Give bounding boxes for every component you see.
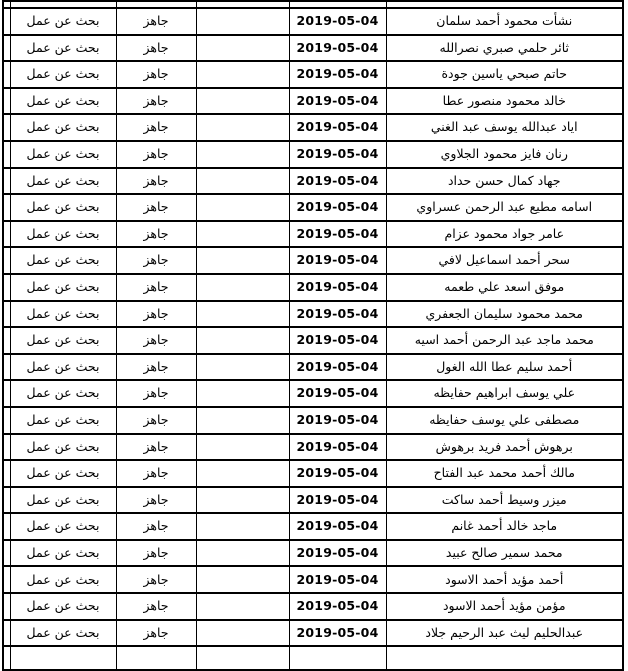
status-cell: جاهز (116, 8, 196, 35)
activity-cell (10, 1, 116, 8)
name-cell: أحمد سليم عطا الله الغول (386, 354, 623, 381)
spacer-cell (3, 354, 10, 381)
name-cell: علي يوسف ابراهيم حفايظه (386, 380, 623, 407)
date-cell: 2019-05-04 (289, 434, 386, 461)
spacer-cell (3, 593, 10, 620)
table-row (3, 221, 623, 248)
status-cell: جاهز (116, 380, 196, 407)
status-cell: جاهز (116, 247, 196, 274)
status-cell: جاهز (116, 327, 196, 354)
activity-cell: بحث عن عمل (10, 566, 116, 593)
date-cell: 2019-05-04 (289, 61, 386, 88)
date-cell: 2019-05-04 (289, 593, 386, 620)
activity-cell: بحث عن عمل (10, 141, 116, 168)
spacer-cell (3, 487, 10, 514)
activity-cell: بحث عن عمل (10, 327, 116, 354)
name-cell: محمد محمود سليمان الجعفري (386, 301, 623, 328)
date-cell: 2019-05-04 (289, 114, 386, 141)
date-cell: 2019-05-04 (289, 301, 386, 328)
name-cell: حاتم صبحي ياسين جودة (386, 61, 623, 88)
name-cell: مؤمن مؤيد أحمد الاسود (386, 593, 623, 620)
date-cell: 2019-05-04 (289, 274, 386, 301)
empty-cell (196, 1, 289, 8)
date-cell: 2019-05-04 (289, 540, 386, 567)
table-row (3, 593, 623, 620)
name-cell: مصطفى علي يوسف حفايظه (386, 407, 623, 434)
table-row (3, 380, 623, 407)
name-cell: عبدالحليم ليث عبد الرحيم جلاد (386, 620, 623, 647)
name-cell: جهاد كمال حسن حداد (386, 168, 623, 195)
spacer-cell (3, 61, 10, 88)
spacer-cell (3, 513, 10, 540)
status-cell: جاهز (116, 274, 196, 301)
name-cell (386, 1, 623, 8)
date-cell: 2019-05-04 (289, 620, 386, 647)
empty-cell (196, 114, 289, 141)
spacer-cell (3, 434, 10, 461)
activity-cell: بحث عن عمل (10, 380, 116, 407)
name-cell: رنان فايز محمود الجلاوي (386, 141, 623, 168)
table-row (3, 513, 623, 540)
status-cell (116, 646, 196, 670)
status-cell: جاهز (116, 434, 196, 461)
activity-cell: بحث عن عمل (10, 407, 116, 434)
date-cell (289, 646, 386, 670)
table-row (3, 8, 623, 35)
name-cell (386, 646, 623, 670)
status-cell: جاهز (116, 566, 196, 593)
date-cell (289, 1, 386, 8)
empty-cell (196, 247, 289, 274)
table-row (3, 566, 623, 593)
activity-cell: بحث عن عمل (10, 354, 116, 381)
status-cell: جاهز (116, 540, 196, 567)
table-row (3, 354, 623, 381)
status-cell: جاهز (116, 88, 196, 115)
date-cell: 2019-05-04 (289, 168, 386, 195)
date-cell: 2019-05-04 (289, 513, 386, 540)
table-row (3, 487, 623, 514)
name-cell: ميزر وسيط أحمد ساكت (386, 487, 623, 514)
empty-cell (196, 168, 289, 195)
spacer-cell (3, 35, 10, 62)
date-cell: 2019-05-04 (289, 35, 386, 62)
table-row (3, 434, 623, 461)
empty-cell (196, 487, 289, 514)
status-cell: جاهز (116, 114, 196, 141)
date-cell: 2019-05-04 (289, 487, 386, 514)
spacer-cell (3, 540, 10, 567)
empty-cell (196, 566, 289, 593)
spacer-cell (3, 88, 10, 115)
status-cell: جاهز (116, 141, 196, 168)
empty-cell (196, 380, 289, 407)
spacer-cell (3, 460, 10, 487)
status-cell: جاهز (116, 354, 196, 381)
spacer-cell (3, 274, 10, 301)
name-cell: سحر أحمد اسماعيل لافي (386, 247, 623, 274)
activity-cell: بحث عن عمل (10, 593, 116, 620)
table-row (3, 194, 623, 221)
status-cell (116, 1, 196, 8)
table-row (3, 61, 623, 88)
spacer-cell (3, 620, 10, 647)
status-cell: جاهز (116, 301, 196, 328)
table-row (3, 35, 623, 62)
status-cell: جاهز (116, 221, 196, 248)
date-cell: 2019-05-04 (289, 88, 386, 115)
status-cell: جاهز (116, 168, 196, 195)
table-row (3, 407, 623, 434)
table-row (3, 247, 623, 274)
date-cell: 2019-05-04 (289, 354, 386, 381)
activity-cell: بحث عن عمل (10, 487, 116, 514)
status-cell: جاهز (116, 61, 196, 88)
activity-cell: بحث عن عمل (10, 221, 116, 248)
status-cell: جاهز (116, 620, 196, 647)
empty-cell (196, 354, 289, 381)
spacer-cell (3, 141, 10, 168)
spacer-cell (3, 407, 10, 434)
empty-cell (196, 434, 289, 461)
empty-cell (196, 620, 289, 647)
name-cell: محمد ماجد عبد الرحمن أحمد اسيه (386, 327, 623, 354)
status-cell: جاهز (116, 513, 196, 540)
table-row (3, 274, 623, 301)
activity-cell: بحث عن عمل (10, 114, 116, 141)
date-cell: 2019-05-04 (289, 327, 386, 354)
status-cell: جاهز (116, 407, 196, 434)
empty-cell (196, 646, 289, 670)
table-row (3, 620, 623, 647)
empty-cell (196, 593, 289, 620)
empty-cell (196, 274, 289, 301)
activity-cell: بحث عن عمل (10, 194, 116, 221)
empty-cell (196, 8, 289, 35)
empty-cell (196, 301, 289, 328)
name-cell: موفق اسعد علي طعمه (386, 274, 623, 301)
spacer-cell (3, 247, 10, 274)
name-cell: محمد سمير صالح عبيد (386, 540, 623, 567)
name-cell: مالك أحمد محمد عبد الفتاح (386, 460, 623, 487)
date-cell: 2019-05-04 (289, 460, 386, 487)
spacer-cell (3, 8, 10, 35)
activity-cell: بحث عن عمل (10, 88, 116, 115)
partial-row-top (3, 1, 623, 8)
empty-cell (196, 221, 289, 248)
activity-cell: بحث عن عمل (10, 301, 116, 328)
empty-cell (196, 141, 289, 168)
spacer-cell (3, 221, 10, 248)
empty-cell (196, 61, 289, 88)
activity-cell: بحث عن عمل (10, 168, 116, 195)
spacer-cell (3, 168, 10, 195)
name-cell: عامر جواد محمود عزام (386, 221, 623, 248)
name-cell: اياد عبدالله يوسف عبد الغني (386, 114, 623, 141)
status-cell: جاهز (116, 487, 196, 514)
name-cell: أحمد مؤيد أحمد الاسود (386, 566, 623, 593)
name-cell: ماجد خالد أحمد غانم (386, 513, 623, 540)
empty-cell (196, 407, 289, 434)
activity-cell: بحث عن عمل (10, 460, 116, 487)
activity-cell: بحث عن عمل (10, 274, 116, 301)
table-row (3, 460, 623, 487)
activity-cell: بحث عن عمل (10, 35, 116, 62)
activity-cell: بحث عن عمل (10, 61, 116, 88)
empty-cell (196, 513, 289, 540)
empty-cell (196, 327, 289, 354)
table-row (3, 168, 623, 195)
date-cell: 2019-05-04 (289, 141, 386, 168)
spacer-cell (3, 566, 10, 593)
spacer-cell (3, 114, 10, 141)
job-seekers-table (2, 0, 624, 671)
name-cell: ثائر حلمي صبري نصرالله (386, 35, 623, 62)
partial-row-bottom (3, 646, 623, 670)
date-cell: 2019-05-04 (289, 8, 386, 35)
empty-cell (196, 35, 289, 62)
activity-cell: بحث عن عمل (10, 620, 116, 647)
spacer-cell (3, 380, 10, 407)
date-cell: 2019-05-04 (289, 194, 386, 221)
empty-cell (196, 88, 289, 115)
empty-cell (196, 194, 289, 221)
activity-cell: بحث عن عمل (10, 8, 116, 35)
activity-cell: بحث عن عمل (10, 513, 116, 540)
activity-cell: بحث عن عمل (10, 434, 116, 461)
spacer-cell (3, 1, 10, 8)
date-cell: 2019-05-04 (289, 380, 386, 407)
name-cell: برهوش أحمد فريد برهوش (386, 434, 623, 461)
empty-cell (196, 460, 289, 487)
name-cell: خالد محمود منصور عطا (386, 88, 623, 115)
activity-cell: بحث عن عمل (10, 540, 116, 567)
empty-cell (196, 540, 289, 567)
date-cell: 2019-05-04 (289, 247, 386, 274)
status-cell: جاهز (116, 194, 196, 221)
spacer-cell (3, 301, 10, 328)
table-row (3, 540, 623, 567)
spacer-cell (3, 327, 10, 354)
activity-cell: بحث عن عمل (10, 247, 116, 274)
status-cell: جاهز (116, 35, 196, 62)
table-row (3, 88, 623, 115)
name-cell: نشأت محمود أحمد سلمان (386, 8, 623, 35)
status-cell: جاهز (116, 593, 196, 620)
spacer-cell (3, 646, 10, 670)
date-cell: 2019-05-04 (289, 407, 386, 434)
name-cell: اسامه مطيع عبد الرحمن عسراوي (386, 194, 623, 221)
activity-cell (10, 646, 116, 670)
table-row (3, 114, 623, 141)
table-row (3, 301, 623, 328)
table-row (3, 327, 623, 354)
date-cell: 2019-05-04 (289, 566, 386, 593)
table-row (3, 141, 623, 168)
status-cell: جاهز (116, 460, 196, 487)
date-cell: 2019-05-04 (289, 221, 386, 248)
spacer-cell (3, 194, 10, 221)
